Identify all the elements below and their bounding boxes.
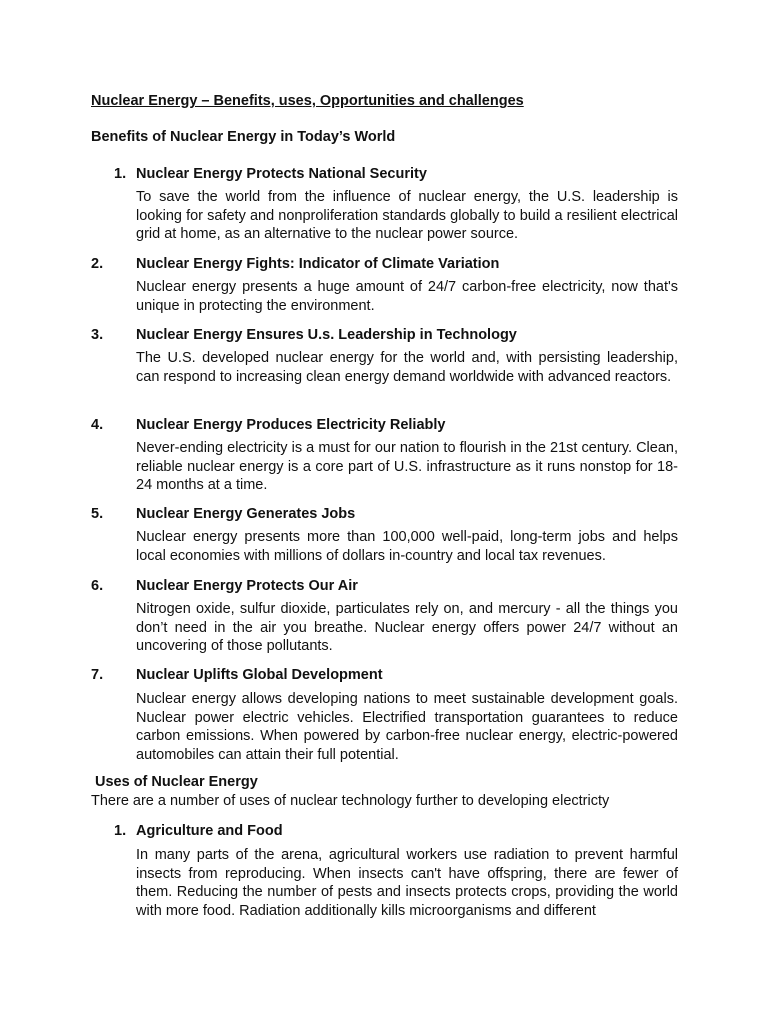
- use-number: 1.: [114, 823, 127, 839]
- uses-section-heading: Uses of Nuclear Energy: [95, 774, 258, 790]
- use-body: In many parts of the arena, agricultural workers use radiation to prevent harmful insects from reproducing. When insects can't have offspring, there are fewer of them. Reducing the number of pests and insects protects crops, providing the world with more food. Radiation additionally kills microorganisms and different: [136, 847, 678, 919]
- benefit-body: Nitrogen oxide, sulfur dioxide, particulates rely on, and mercury - all the things you don’t need in the air you breathe. Nuclear energy offers power 24/7 without an uncovering of those pollutants.: [136, 601, 678, 654]
- benefit-heading: Nuclear Energy Generates Jobs: [136, 506, 356, 522]
- benefit-body: The U.S. developed nuclear energy for the world and, with persisting leadership, can respond to increasing clean energy demand worldwide with advanced reactors.: [136, 350, 678, 385]
- benefit-number: 3.: [91, 327, 104, 343]
- benefit-number: 7.: [91, 667, 104, 683]
- benefit-body: Never-ending electricity is a must for our nation to flourish in the 21st century. Clean, reliable nuclear energy is a core part of U.S. infrastructure as it runs nonstop for 18-24 months at a time.: [136, 440, 678, 493]
- uses-intro: There are a number of uses of nuclear technology further to developing electricty: [91, 793, 610, 809]
- use-heading: Agriculture and Food: [136, 823, 283, 839]
- benefit-heading: Nuclear Energy Produces Electricity Reliably: [136, 417, 446, 433]
- benefit-heading: Nuclear Energy Ensures U.s. Leadership in Technology: [136, 327, 517, 343]
- benefit-number: 6.: [91, 578, 104, 594]
- benefit-number: 4.: [91, 417, 104, 433]
- benefit-body: Nuclear energy presents a huge amount of 24/7 carbon-free electricity, now that's unique in protecting the environment.: [136, 279, 678, 314]
- benefit-number: 2.: [91, 256, 104, 272]
- benefit-number: 5.: [91, 506, 104, 522]
- benefit-body: Nuclear energy allows developing nations to meet sustainable development goals. Nuclear power electric vehicles. Electrified transportation guarantees to reduce carbon emissions. When powered by carbon-free nuclear energy, electric-powered automobiles can attain their full potential.: [136, 691, 678, 763]
- benefits-section-heading: Benefits of Nuclear Energy in Today’s World: [91, 129, 396, 145]
- benefit-heading: Nuclear Energy Protects National Security: [136, 166, 427, 182]
- benefit-number: 1.: [114, 166, 127, 182]
- benefit-body: Nuclear energy presents more than 100,000 well-paid, long-term jobs and helps local economies with millions of dollars in-country and local tax revenues.: [136, 529, 678, 564]
- benefit-heading: Nuclear Energy Fights: Indicator of Climate Variation: [136, 256, 500, 272]
- benefit-body: To save the world from the influence of nuclear energy, the U.S. leadership is looking for safety and nonproliferation standards globally to build a resilient electrical grid at home, as an alternative to the nuclear power source.: [136, 189, 678, 242]
- benefit-heading: Nuclear Uplifts Global Development: [136, 667, 383, 683]
- benefit-heading: Nuclear Energy Protects Our Air: [136, 578, 358, 594]
- document-title: Nuclear Energy – Benefits, uses, Opportunities and challenges: [91, 93, 524, 109]
